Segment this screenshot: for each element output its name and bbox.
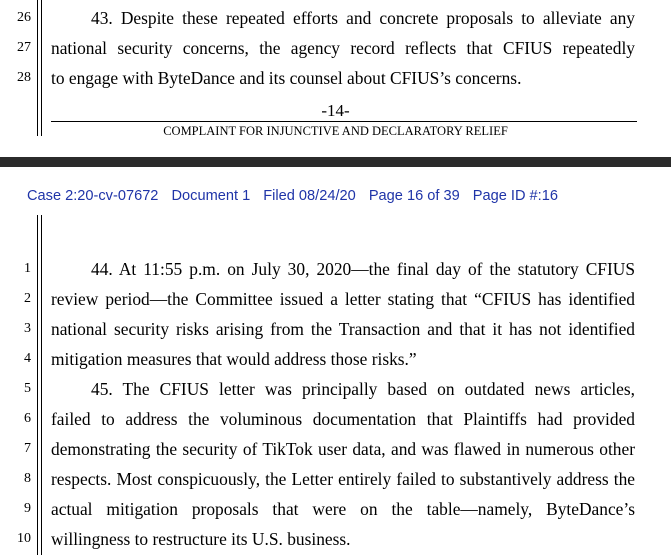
pleading-line — [0, 434, 671, 464]
footer-rule — [51, 121, 637, 122]
line-number: 8 — [24, 471, 31, 486]
pleading-line — [0, 33, 671, 63]
previous-page-bottom — [0, 0, 671, 157]
pleading-line — [0, 284, 671, 314]
line-number: 7 — [24, 441, 31, 456]
pleading-line — [0, 404, 671, 434]
pleading-line — [0, 344, 671, 374]
document-number: Document 1 — [171, 188, 251, 204]
page-id: Page ID #:16 — [472, 188, 558, 204]
paragraph-text: national security risks arising from the Transaction and that it has not identified — [51, 319, 635, 339]
pleading-line — [0, 464, 671, 494]
paragraph-text: review period—the Committee issued a letter stating that “CFIUS has identified — [51, 289, 635, 309]
paragraph-text: 45. The CFIUS letter was principally based on outdated news articles, — [91, 379, 635, 399]
pleading-line — [0, 374, 671, 404]
paragraph-text: mitigation measures that would address those risks.” — [51, 349, 417, 369]
page-count: Page 16 of 39 — [368, 188, 460, 204]
pleading-line — [0, 314, 671, 344]
footer-title: COMPLAINT FOR INJUNCTIVE AND DECLARATORY RELIEF — [163, 124, 508, 138]
page-separator — [0, 157, 671, 167]
page-number: -14- — [321, 101, 350, 120]
line-number: 27 — [17, 40, 31, 55]
line-number: 3 — [24, 321, 31, 336]
paragraph-text: respects. Most conspicuously, the Letter entirely failed to substantively address the — [51, 469, 635, 489]
paragraph-text: failed to address the voluminous documentation that Plaintiffs had provided — [51, 409, 635, 429]
line-number: 6 — [24, 411, 31, 426]
case-number: Case 2:20-cv-07672 — [27, 188, 159, 204]
paragraph-text: 43. Despite these repeated efforts and concrete proposals to alleviate any — [91, 8, 635, 28]
pleading-line — [0, 63, 671, 93]
pleading-line — [0, 494, 671, 524]
line-number: 5 — [24, 381, 31, 396]
line-number: 28 — [17, 70, 31, 85]
paragraph-text: demonstrating the security of TikTok user data, and was flawed in numerous other — [51, 439, 635, 459]
pleading-line — [0, 3, 671, 33]
filed-date: Filed 08/24/20 — [263, 188, 356, 204]
line-number: 26 — [17, 10, 31, 25]
line-number: 1 — [24, 261, 31, 276]
line-number: 4 — [24, 351, 31, 366]
paragraph-text: to engage with ByteDance and its counsel about CFIUS’s concerns. — [51, 68, 522, 88]
paragraph-text: actual mitigation proposals that were on the table—namely, ByteDance’s — [51, 499, 635, 519]
line-number: 9 — [24, 501, 31, 516]
pleading-line — [0, 524, 671, 554]
paragraph-text: national security concerns, the agency record reflects that CFIUS repeatedly — [51, 38, 635, 58]
court-header-stamp — [27, 186, 567, 206]
line-number: 10 — [17, 531, 31, 546]
line-number: 2 — [24, 291, 31, 306]
current-page-top — [0, 167, 671, 555]
paragraph-text: willingness to restructure its U.S. business. — [51, 529, 351, 549]
paragraph-text: 44. At 11:55 p.m. on July 30, 2020—the final day of the statutory CFIUS — [91, 259, 635, 279]
pleading-line — [0, 254, 671, 284]
